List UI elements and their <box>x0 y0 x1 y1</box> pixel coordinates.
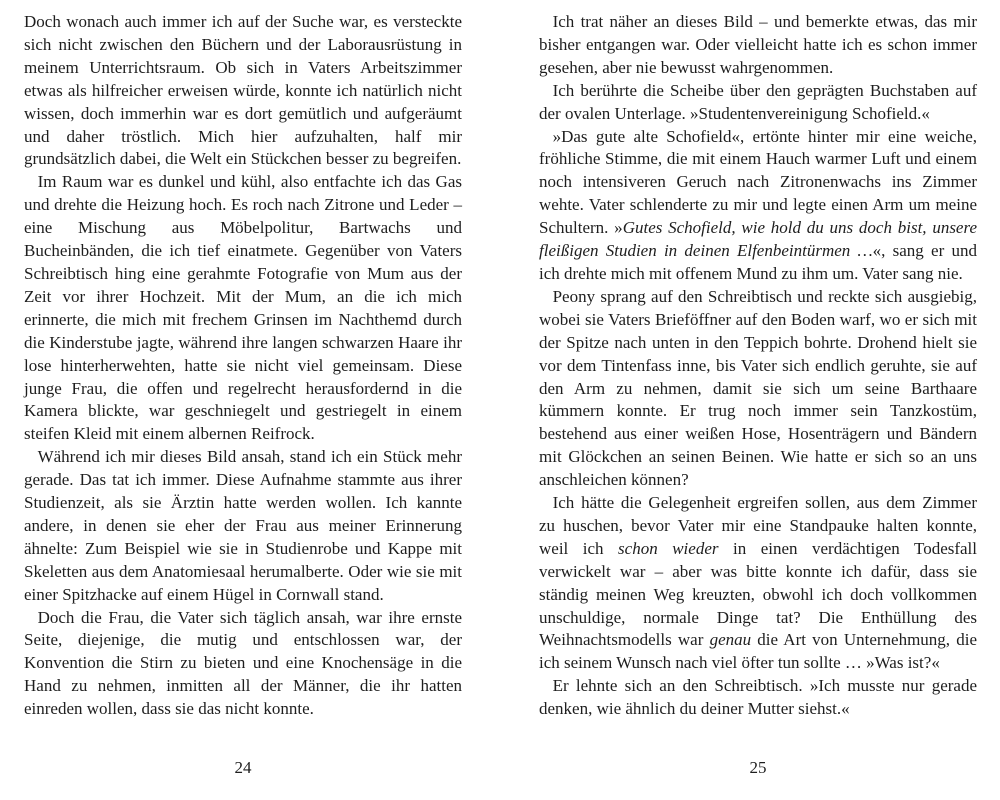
paragraph <box>539 675 977 721</box>
paragraph <box>539 492 977 675</box>
paragraph <box>539 126 977 286</box>
text-run: Er lehnte sich an den Schreibtisch. »Ich musste nur gerade denken, wie ähnlich du deiner Mutter siehst.« <box>539 676 977 719</box>
paragraph <box>539 286 977 492</box>
left-page-number: 24 <box>234 758 252 777</box>
text-run: die Art von Unternehmung, die ich seinem Wunsch nach viel öfter tun sollte … »Was ist?« <box>539 630 977 673</box>
italic-run: schon wieder <box>618 538 719 558</box>
text-run: »Das gute alte Schofield«, ertönte hinter mir eine weiche, fröhliche Stimme, die mit einem Hauch warmer Luft und einem noch intensiveren Geruch nach Zitronenwachs ins Zimmer wehte. Vater schlenderte zu mir und legte einen Arm um meine Schultern. » <box>539 126 977 238</box>
paragraph <box>539 11 977 80</box>
text-run: Doch wonach auch immer ich auf der Suche war, es versteckte sich nicht zwischen den Büchern und der Laborausrüstung in meinem Unterrichtsraum. Ob sich in Vaters Arbeitszimmer etwas als hilfreicher erweisen würde, konnte ich natürlich nicht wissen, doch immerhin war es dort gemütlich und aufgeräumt und daher tröstlich. Mich hier aufzuhalten, half mir grundsätzlich dabei, die Welt ein Stückchen besser zu begreifen. <box>24 12 462 169</box>
text-run: Doch die Frau, die Vater sich täglich ansah, war ihre ernste Seite, diejenige, die mutig und entschlossen war, der Konvention die Stirn zu bieten und eine Knochensäge in die Hand zu nehmen, inmitten all der Männer, die ihr hatten einreden wollen, dass sie das nicht konnte. <box>24 607 462 719</box>
paragraph <box>24 171 462 446</box>
left-page-text <box>24 11 462 721</box>
text-run: «, sang er und ich drehte mich mit offenem Mund zu ihm um. Vater sang nie. <box>539 241 978 283</box>
right-page-number: 25 <box>749 758 767 777</box>
paragraph <box>24 11 462 171</box>
text-run: Im Raum war es dunkel und kühl, also entfachte ich das Gas und drehte die Heizung hoch. Es roch nach Zitrone und Leder – eine Mischung aus Möbelpolitur, Bartwachs und Bucheinbänden, die ich tief einatmete. Gegenüber von Vaters Schreibtisch hing eine gerahmte Fotografie von Mum aus der Zeit vor ihrer Hochzeit. Mit der Mum, an die ich mich erinnerte, die mich mit frechem Grinsen im Nachthemd durch die Kinderstube jagte, während ihre langen schwarzen Haare ihr lose hinterherwehten, hatte sie nicht viel gemeinsam. Diese junge Frau, die offen und regelrecht herausfordernd in die Kamera blickte, war geschniegelt und gestriegelt in einem steifen Kleid mit einem albernen Reifrock. <box>24 172 462 444</box>
paragraph <box>539 80 977 126</box>
left-page <box>24 0 462 800</box>
italic-run: genau <box>709 630 752 650</box>
right-page <box>539 0 977 800</box>
text-run: Ich hätte die Gelegenheit ergreifen sollen, aus dem Zimmer zu huschen, bevor Vater mir eine Standpauke halten konnte, weil ich <box>539 493 977 558</box>
text-run: Ich berührte die Scheibe über den geprägten Buchstaben auf der ovalen Unterlage. »Studentenvereinigung Schofield.« <box>539 80 977 123</box>
text-run: in einen verdächtigen Todesfall verwickelt war – aber was bitte konnte ich dafür, dass sie ständig meinen Weg kreuzten, obwohl ich doch vollkommen unschuldige, normale Dinge tat? Die Enthüllung des Weihnachtsmodells war <box>539 538 978 650</box>
text-run: Während ich mir dieses Bild ansah, stand ich ein Stück mehr gerade. Das tat ich immer. Diese Aufnahme stammte aus ihrer Studienzeit, als sie Ärztin hatte werden wollen. Ich kannte andere, in denen sie eher der Frau aus meiner Erinnerung ähnelte: Zum Beispiel wie sie in Studienrobe und Kappe mit Skeletten aus dem Anatomiesaal herumalberte. Oder wie sie mit einer Spitzhacke auf einem Hügel in Cornwall stand. <box>24 447 462 604</box>
text-run: Peony sprang auf den Schreibtisch und reckte sich ausgiebig, wobei sie Vaters Brieföffner auf den Boden warf, wo er sich mit der Spitze nach unten in den Teppich bohrte. Drohend hielt sie vor dem Tintenfass inne, bis Vater sich endlich geruhte, sie auf den Arm zu nehmen, damit sie sich um seine Barthaare kümmern konnte. Er trug noch immer sein Tanzkostüm, bestehend aus einer weißen Hose, Hosenträgern und Bändern mit Glöckchen an seinen Beinen. Wie hatte er sich so an uns anschleichen können? <box>539 286 977 490</box>
paragraph <box>24 607 462 722</box>
italic-run: Gutes Schofield, wie hold du uns doch bist, unsere fleißigen Studien in deinen Elfenbeintürmen … <box>539 218 978 261</box>
paragraph <box>24 446 462 606</box>
right-page-text <box>539 11 977 721</box>
text-run: Ich trat näher an dieses Bild – und bemerkte etwas, das mir bisher entgangen war. Oder vielleicht hatte ich es schon immer gesehen, aber nie bewusst wahrgenommen. <box>539 12 977 77</box>
